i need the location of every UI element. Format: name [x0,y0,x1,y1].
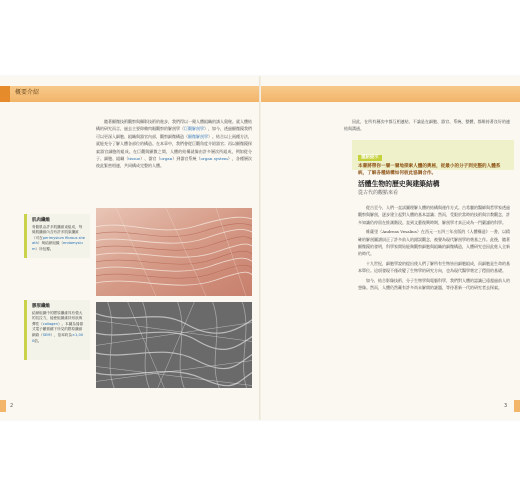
page-gutter [259,76,261,420]
page-marker-left [0,400,6,412]
page-marker-right [514,400,520,412]
page-number-left: 2 [10,403,14,409]
body-paragraph: 如今，結合影像技術、分子生物學與電腦科學，我們對人體的認識已遠超過前人的想像。然而，人體仍然藏有許多尚未解開的謎題，等待著新一代的研究者去探索。 [358,277,510,291]
left-intro-paragraph: 隨著顯微技術觀察與攝影技術的進步，我們得以一窺人體組織的誘人奧秘。就人體結構的研究而言，過去主要仰賴肉眼觀察的解剖學（巨觀解剖學），如今，透過顯微鏡我們可以更深入細胞、組織與器官內部，觀察細微構造（顯微解剖學）。結合以上兩種方法，就能充分了解人體各部位的構造。在本章中，我們會從巨觀角度介紹器官；再以顯微鏡探索器官細胞的組成。在巨觀與顯微之間，人體的結構就像由許多層次所組成，例如從分子、細胞、組織（tissue）、器官（organ）到器官系統（organ system），各種層次彼此緊密相連，共同構成完整的人體。 [96,119,252,169]
key-points-label: 重點提示 [358,155,382,161]
caption-title: 肌肉纖維 [32,218,50,223]
term-tissue: tissue [128,156,141,162]
running-head: 概要介紹 [15,89,40,96]
term-gross-anatomy: 巨觀解剖學 [184,126,204,132]
page-number-right: 3 [504,403,508,409]
term-microscopic-anatomy: 顯微解剖學 [188,133,208,139]
caption-muscle-fibers: 肌肉纖維 骨骼肌由許多肌纖維束組成，每條肌纖維內含有許多肌原纖維（可在perimysium fibrous sheath）與結締組織（endomysium）所包覆。 [24,214,90,258]
key-points-box [352,140,514,176]
muscle-fiber-photo [96,208,252,296]
body-paragraph: 從古至今，人們一直試圖理解人體的結構與運作方式。古希臘的醫師與哲學家透過觀察與解剖，逐步建立起對人體的基本認識；然而，受限於當時的技術與宗教觀念，許多知識仍停留在推測階段。直到文藝復興時期，解剖學才真正成為一門嚴謹的科學。 [358,205,510,225]
section-title: 活體生物的歷史與建築結構 [358,180,440,188]
body-paragraph: 十九世紀，細胞學說的提出使人們了解所有生物皆由細胞組成，而細胞是生命的基本單位。這項發現不僅改變了生物學的研究方向，也為現代醫學奠定了穩固的基礎。 [358,260,510,274]
section-subtitle: 從古代的觀點來看 [358,190,399,196]
caption-collagen-fibers: 膠原纖維 結締組織中的膠原纖維具有強大的抗拉力，能使組織維持形狀與彈性（collagen）。本圖為掃描式電子顯微鏡下所見的膠原纖維網絡（SEM），倍率約為×1,000倍。 [24,300,90,360]
right-body-text [358,204,510,394]
collagen-sem-photo [96,302,252,388]
body-paragraph: 維薩里（Andreas Vesalius）在西元一五四三年出版的《人體構造》一書，以精確的解剖圖譜糾正了許多前人的錯誤觀念，被譽為現代解剖學的奠基之作。此後，隨著顯微鏡的發明，科學家開始能夠觀察細胞與組織的細微構造，人體研究也因此進入全新的時代。 [358,229,510,257]
chapter-tab-marker [0,86,10,102]
key-points-text: 本書將帶你一層一層地探索人體的奧秘，從最小的分子到完整的人體系統，了解各種結構如何彼此協調合作。 [358,164,501,176]
caption-title: 膠原纖維 [32,304,50,309]
right-intro-paragraph: 因此，在所有層次中都互相連結，不論是在細胞、器官、系統、整體，都維持著良好的連結與溝通。 [344,119,510,132]
term-organ-system: organ system [200,156,228,162]
term-organ: organ [160,156,173,162]
